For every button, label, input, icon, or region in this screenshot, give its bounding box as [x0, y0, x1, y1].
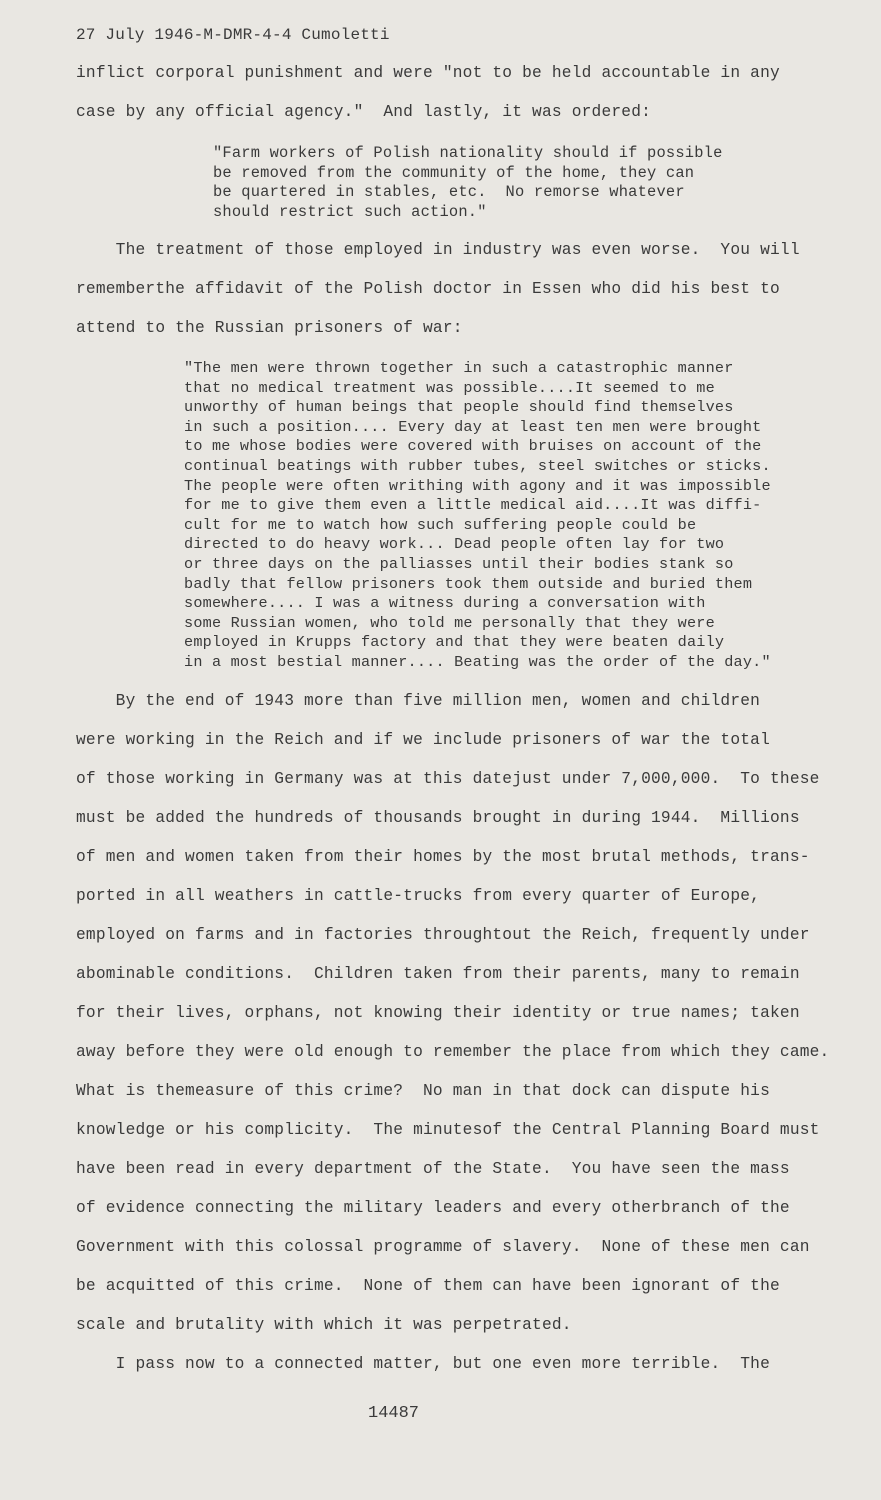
- text-line: Government with this colossal programme of slavery. None of these men can: [76, 1238, 810, 1256]
- page-number: 14487: [368, 1404, 420, 1423]
- text-line: be removed from the community of the home, they can: [213, 163, 695, 182]
- text-line: employed in Krupps factory and that they were beaten daily: [184, 633, 725, 652]
- text-line: that no medical treatment was possible....It seemed to me: [184, 378, 715, 397]
- text-line: ported in all weathers in cattle-trucks from every quarter of Europe,: [76, 887, 761, 905]
- text-line: some Russian women, who told me personally that they were: [184, 613, 715, 632]
- text-line: of those working in Germany was at this datejust under 7,000,000. To these: [76, 770, 820, 788]
- text-line: or three days on the palliasses until their bodies stank so: [184, 555, 734, 573]
- text-line: The people were often writhing with agony and it was impossible: [184, 476, 771, 495]
- text-line: in such a position.... Every day at least ten men were brought: [184, 417, 762, 436]
- text-line: directed to do heavy work... Dead people often lay for two: [184, 535, 725, 554]
- text-line: should restrict such action.": [213, 202, 487, 221]
- text-line: knowledge or his complicity. The minutesof the Central Planning Board must: [76, 1121, 820, 1139]
- text-line: be acquitted of this crime. None of them can have been ignorant of the: [76, 1277, 780, 1295]
- text-line: for their lives, orphans, not knowing their identity or true names; taken: [76, 1004, 800, 1022]
- text-line: somewhere.... I was a witness during a conversation with: [184, 594, 706, 613]
- text-line: were working in the Reich and if we include prisoners of war the total: [76, 731, 770, 749]
- text-line: abominable conditions. Children taken from their parents, many to remain: [76, 965, 800, 983]
- text-line: unworthy of human beings that people should find themselves: [184, 398, 734, 417]
- text-line: "The men were thrown together in such a catastrophic manner: [184, 359, 734, 377]
- text-line: inflict corporal punishment and were "not to be held accountable in any: [76, 64, 780, 82]
- text-line: in a most bestial manner.... Beating was the order of the day.": [184, 653, 771, 671]
- text-line: of evidence connecting the military leaders and every otherbranch of the: [76, 1199, 790, 1217]
- text-line: cult for me to watch how such suffering people could be: [184, 515, 697, 534]
- text-line: The treatment of those employed in industry was even worse. You will: [76, 241, 800, 259]
- text-line: of men and women taken from their homes by the most brutal methods, trans-: [76, 848, 810, 866]
- text-line: continual beatings with rubber tubes, steel switches or sticks.: [184, 457, 771, 475]
- text-line: I pass now to a connected matter, but one even more terrible. The: [76, 1355, 770, 1373]
- text-line: attend to the Russian prisoners of war:: [76, 319, 463, 337]
- text-line: scale and brutality with which it was perpetrated.: [76, 1316, 572, 1334]
- text-line: "Farm workers of Polish nationality should if possible: [213, 144, 723, 162]
- text-line: employed on farms and in factories throughtout the Reich, frequently under: [76, 926, 810, 944]
- text-line: badly that fellow prisoners took them outside and buried them: [184, 574, 753, 593]
- text-line: be quartered in stables, etc. No remorse whatever: [213, 183, 685, 201]
- text-line: must be added the hundreds of thousands brought in during 1944. Millions: [76, 809, 800, 827]
- text-line: By the end of 1943 more than five million men, women and children: [76, 692, 761, 710]
- page-header: 27 July 1946-M-DMR-4-4 Cumoletti: [76, 26, 390, 44]
- text-line: What is themeasure of this crime? No man in that dock can dispute his: [76, 1082, 770, 1100]
- text-line: have been read in every department of the State. You have seen the mass: [76, 1160, 790, 1178]
- text-line: rememberthe affidavit of the Polish doctor in Essen who did his best to: [76, 280, 780, 298]
- text-line: case by any official agency." And lastly, it was ordered:: [76, 103, 652, 121]
- text-line: to me whose bodies were covered with bruises on account of the: [184, 437, 762, 456]
- text-line: away before they were old enough to remember the place from which they came.: [76, 1043, 830, 1061]
- text-line: for me to give them even a little medical aid....It was diffi-: [184, 496, 762, 515]
